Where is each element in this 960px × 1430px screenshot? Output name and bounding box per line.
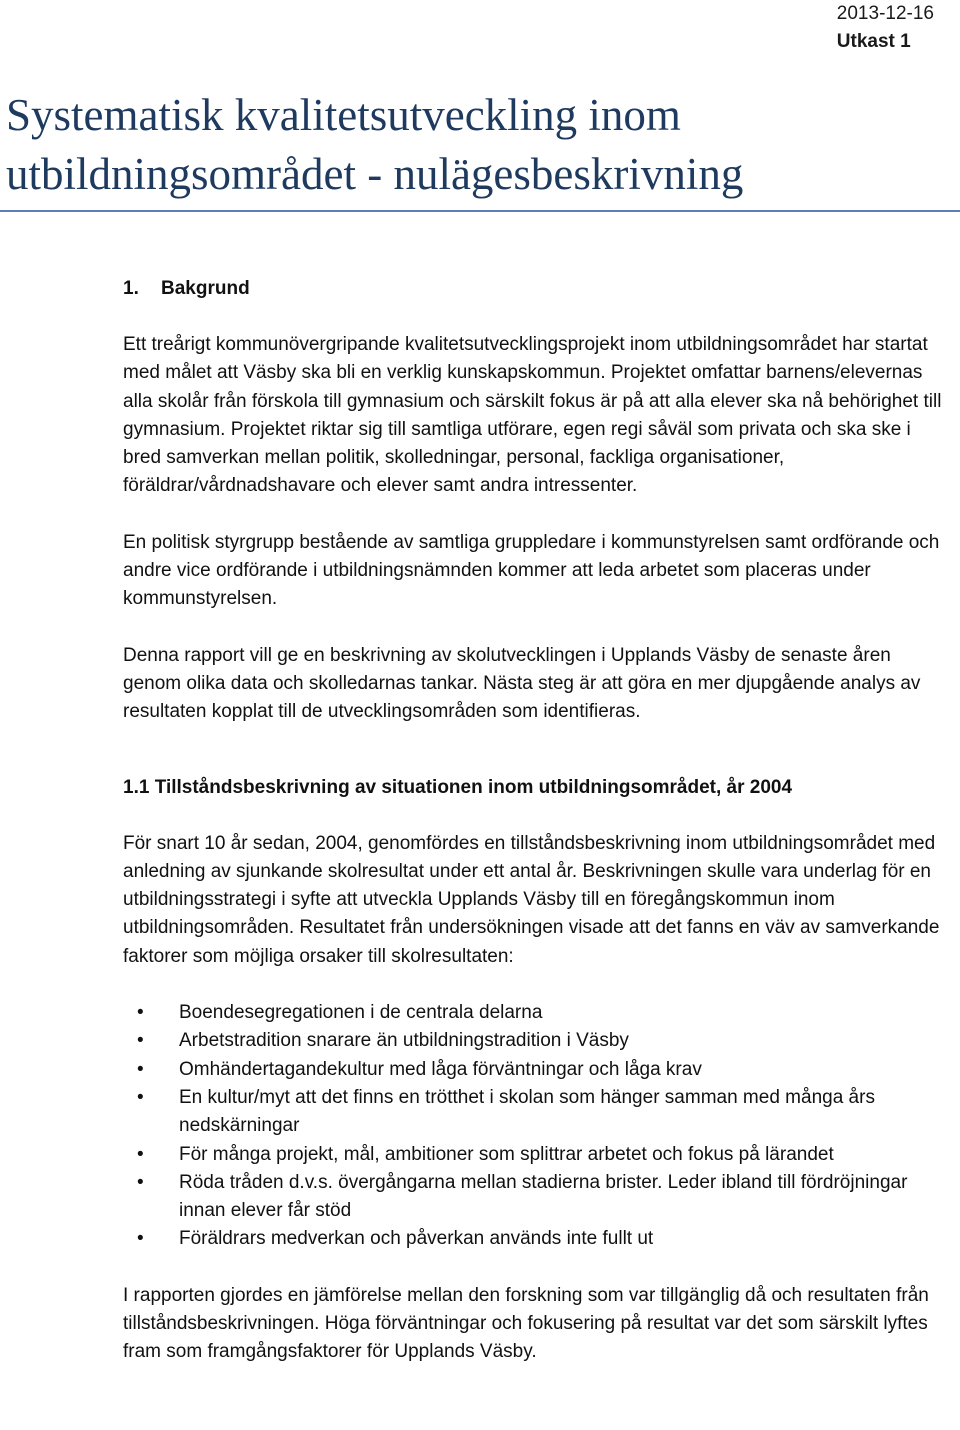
factor-list — [123, 999, 953, 1254]
bullet-icon: • — [137, 1002, 144, 1024]
list-item: • Föräldrars medverkan och påverkan används inte fullt ut — [123, 1225, 953, 1253]
list-item: • Arbetstradition snarare än utbildningstradition i Väsby — [123, 1027, 953, 1055]
document-date: 2013-12-16 — [836, 3, 934, 24]
paragraph: I rapporten gjordes en jämförelse mellan den forskning som var tillgänglig då och resultaten från tillståndsbeskrivningen. Höga förväntningar och fokusering på resultat var det som särskilt lyftes fram som framgångsfaktorer för Upplands Väsby. — [123, 1284, 929, 1363]
bullet-icon: • — [137, 1030, 144, 1052]
section-number: 1. — [123, 278, 139, 299]
list-item: • Boendesegregationen i de centrala delarna — [123, 999, 953, 1027]
title-divider — [0, 210, 960, 212]
subsection-heading: 1.1 Tillståndsbeskrivning av situationen inom utbildningsområdet, år 2004 — [123, 776, 793, 798]
list-item: • För många projekt, mål, ambitioner som splittrar arbetet och fokus på lärandet — [123, 1141, 953, 1169]
bullet-icon: • — [137, 1143, 144, 1165]
document-title: Systematisk kvalitetsutveckling inom utbildningsområdet - nulägesbeskrivning — [6, 90, 744, 199]
paragraph: Denna rapport vill ge en beskrivning av skolutvecklingen i Upplands Väsby de senaste åren genom olika data och skolledarnas tankar. Nästa steg är att göra en mer djupgående analys av resultaten kopplat till de utvecklingsområden som identifieras. — [123, 644, 921, 723]
paragraph: En politisk styrgrupp bestående av samtliga gruppledare i kommunstyrelsen samt ordförande och andre vice ordförande i utbildningsnämnden kommer att leda arbetet som placeras under kommunstyrelsen. — [123, 531, 940, 610]
bullet-icon: • — [137, 1171, 144, 1193]
list-item: • En kultur/myt att det finns en trötthet i skolan som hänger samman med många års nedskärningar — [123, 1084, 953, 1141]
document-body — [123, 275, 953, 1395]
paragraph: Ett treårigt kommunövergripande kvalitetsutvecklingsprojekt inom utbildningsområdet har startat med målet att Väsby ska bli en verklig kunskapskommun. Projektet omfattar barnens/elevernas alla skolår från förskola till gymnasium och särskilt fokus är på att alla elever ska nå behörighet till gymnasium. Projektet riktar sig till samtliga utförare, egen regi såväl som privata och ska ske i bred samverkan mellan politik, skolledningar, personal, fackliga organisationer, föräldrar/vårdnadshavare och elever samt andra intressenter. — [123, 334, 942, 497]
paragraph: För snart 10 år sedan, 2004, genomfördes en tillståndsbeskrivning inom utbildningsområdet med anledning av sjunkande skolresultat under ett antal år. Beskrivningen skulle vara underlag för en utbildningsstrategi i syfte att utveckla Upplands Väsby till en föregångskommun inom utbildningsområden. Resultatet från undersökningen visade att det fanns en väv av samverkande faktorer som möjliga orsaker till skolresultaten: — [123, 832, 940, 967]
list-item: • Omhändertagandekultur med låga förväntningar och låga krav — [123, 1056, 953, 1084]
document-header — [837, 0, 934, 56]
draft-label: Utkast 1 — [836, 31, 911, 52]
section-heading-bakgrund — [123, 275, 953, 303]
bullet-icon: • — [137, 1086, 144, 1108]
section-title: Bakgrund — [161, 278, 250, 299]
list-item: • Röda tråden d.v.s. övergångarna mellan stadierna brister. Leder ibland till fördröjningar innan elever får stöd — [123, 1169, 953, 1226]
bullet-icon: • — [137, 1228, 144, 1250]
bullet-icon: • — [137, 1058, 144, 1080]
